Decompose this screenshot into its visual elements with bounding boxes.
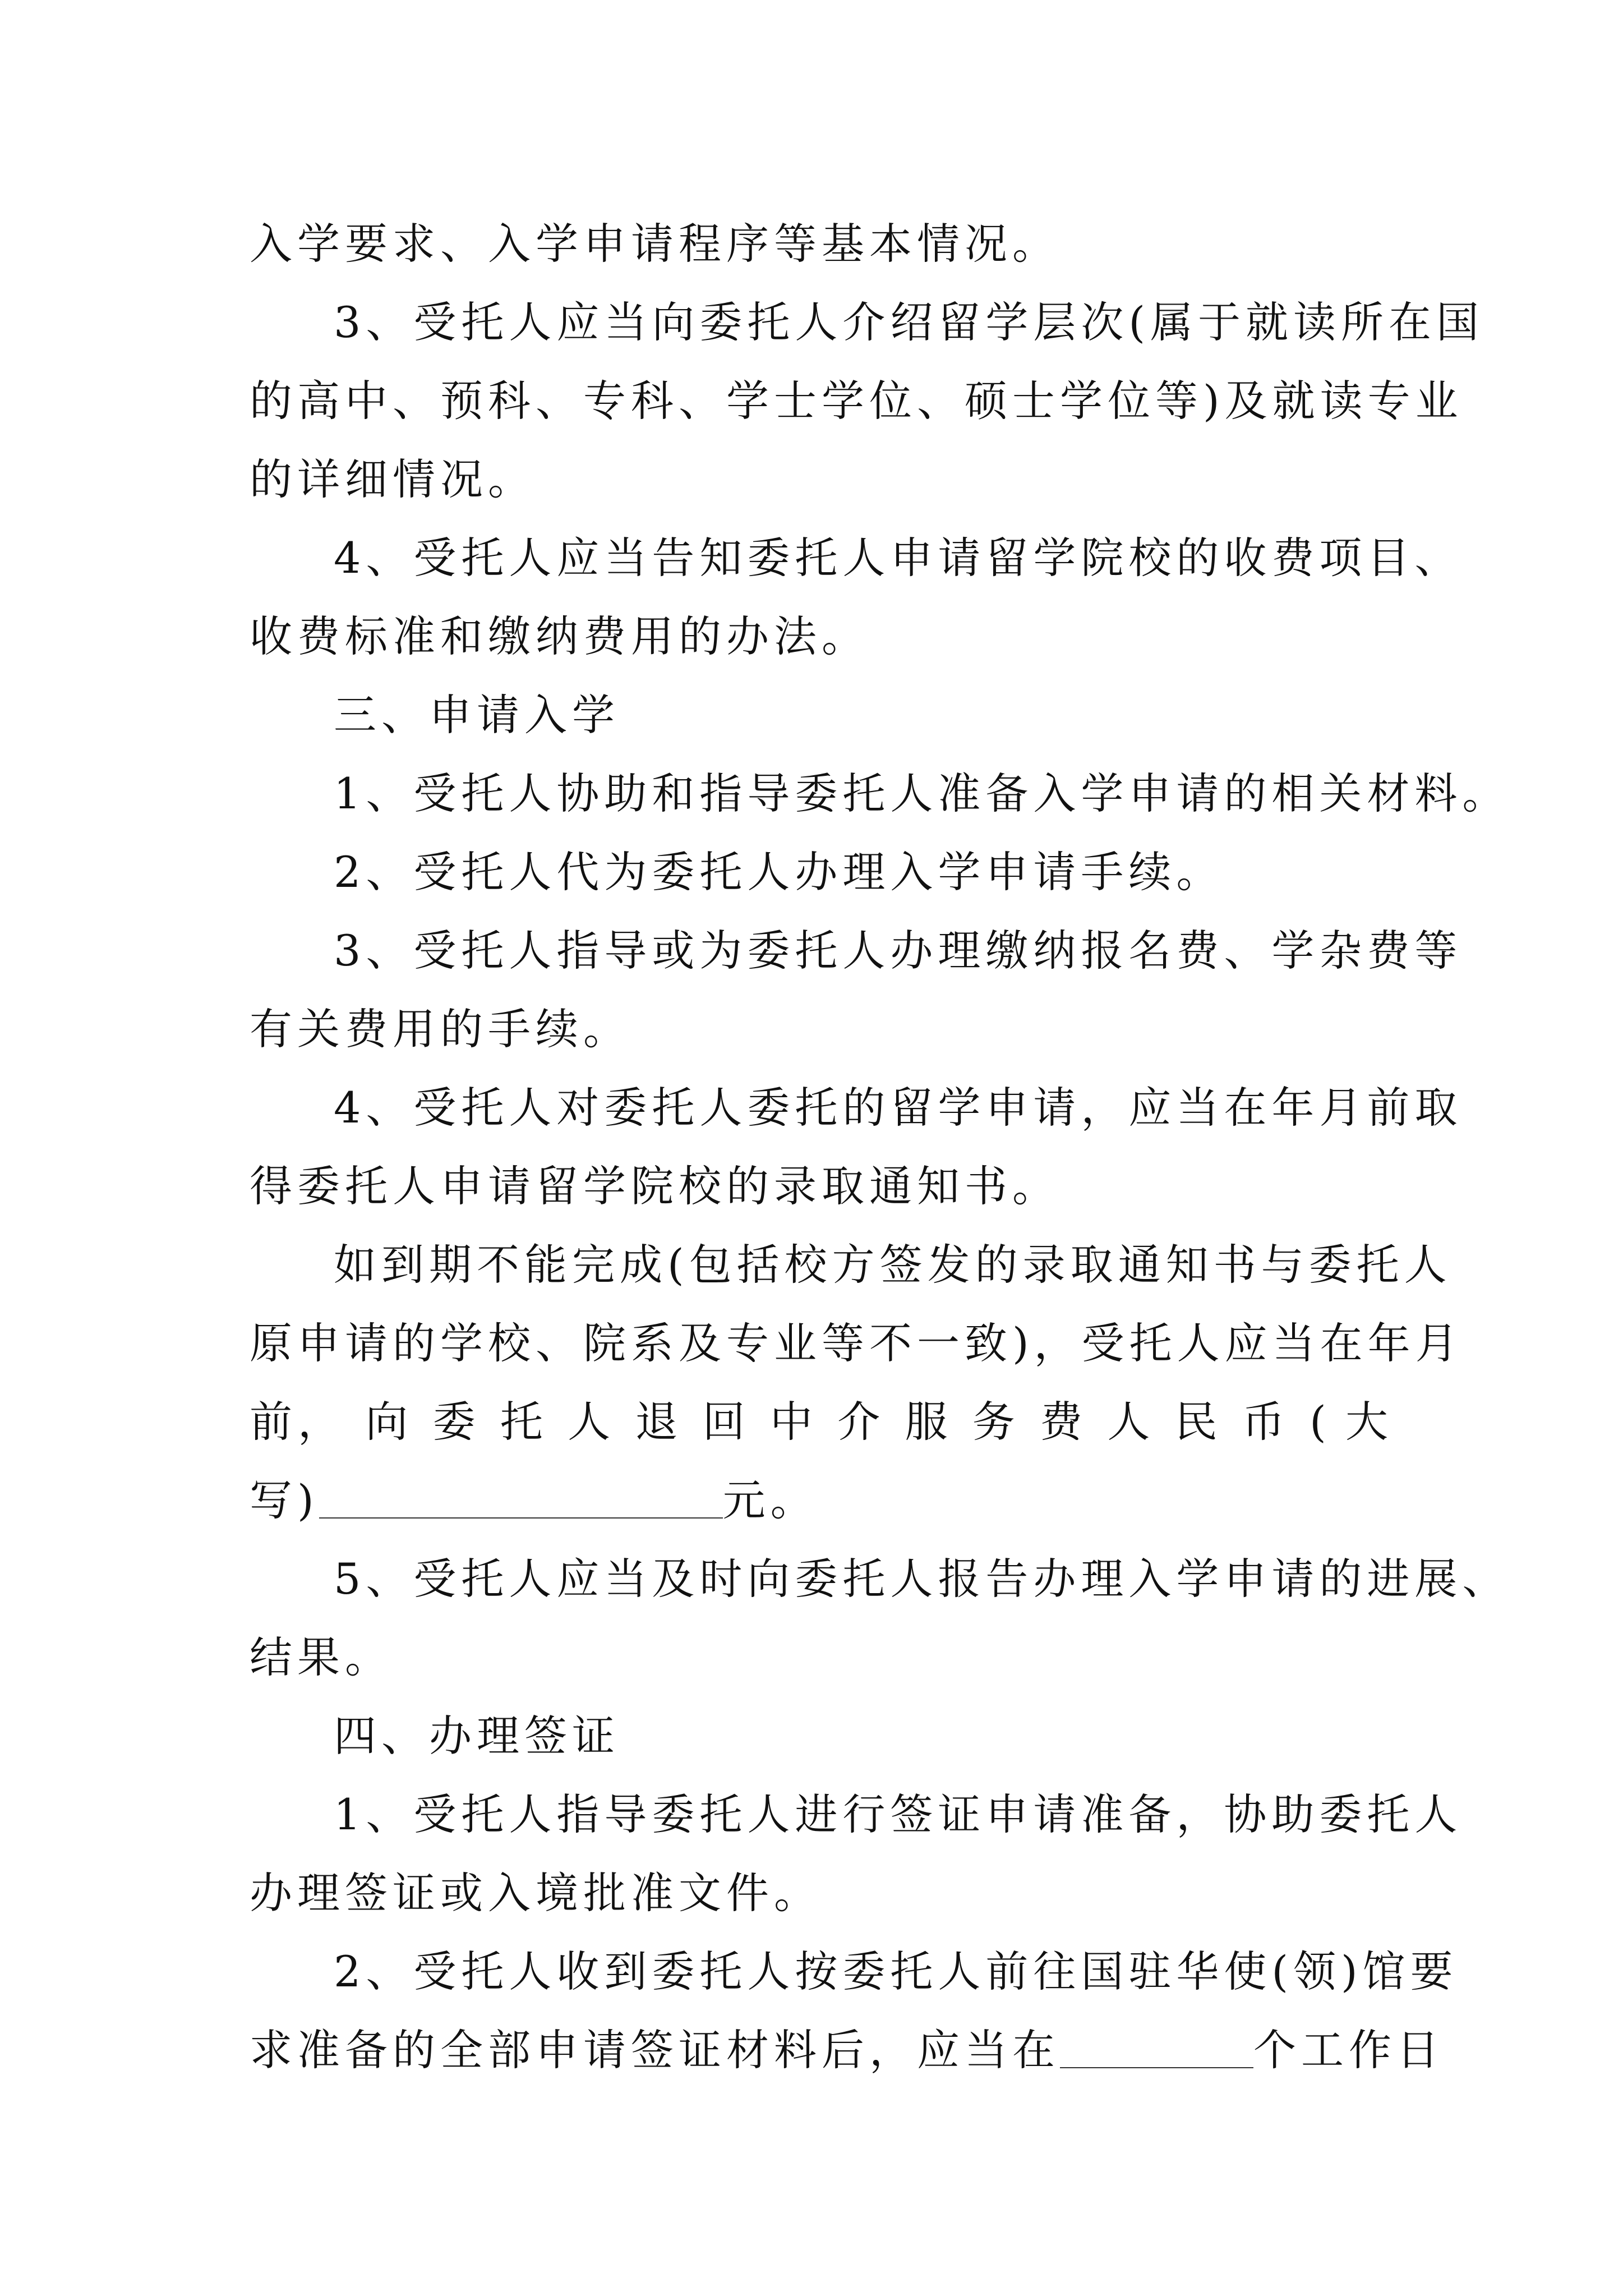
amount-prefix: 写) bbox=[250, 1475, 319, 1525]
apply-clause-3: 3、受托人指导或为委托人办理缴纳报名费、学杂费等 bbox=[334, 926, 1463, 976]
section-heading-visa: 四、办理签证 bbox=[334, 1711, 620, 1761]
text-line: 办理签证或入境批准文件。 bbox=[250, 1868, 822, 1918]
workdays-blank[interactable] bbox=[1060, 2023, 1253, 2068]
text-line-spread: 前， 向 委 托 人 退 回 中 介 服 务 费 人 民 币 ( 大 bbox=[250, 1397, 1388, 1447]
visa-clause-1: 1、受托人指导委托人进行签证申请准备，协助委托人 bbox=[334, 1789, 1463, 1839]
workdays-line bbox=[250, 2011, 1444, 2090]
apply-clause-5: 5、受托人应当及时向委托人报告办理入学申请的进展、 bbox=[334, 1554, 1510, 1604]
apply-clause-4: 4、受托人对委托人委托的留学申请，应当在年月前取 bbox=[334, 1083, 1463, 1133]
refund-paragraph: 如到期不能完成(包括校方签发的录取通知书与委托人 bbox=[334, 1240, 1452, 1290]
text-line: 的详细情况。 bbox=[250, 454, 536, 504]
apply-clause-2: 2、受托人代为委托人办理入学申请手续。 bbox=[334, 847, 1224, 897]
clause-3: 3、受托人应当向委托人介绍留学层次(属于就读所在国 bbox=[334, 297, 1484, 347]
text-line: 的高中、预科、专科、学士学位、硕士学位等)及就读专业 bbox=[250, 376, 1463, 426]
text-line: 原申请的学校、院系及专业等不一致)，受托人应当在年月 bbox=[250, 1318, 1463, 1368]
amount-line bbox=[250, 1461, 1388, 1540]
text-line: 得委托人申请留学院校的录取通知书。 bbox=[250, 1161, 1060, 1211]
document-body bbox=[250, 205, 1510, 2090]
workdays-prefix: 求准备的全部申请签证材料后，应当在 bbox=[250, 2025, 1060, 2075]
clause-4: 4、受托人应当告知委托人申请留学院校的收费项目、 bbox=[334, 533, 1463, 583]
text-line: 有关费用的手续。 bbox=[250, 1004, 631, 1054]
text-line: 入学要求、入学申请程序等基本情况。 bbox=[250, 219, 1060, 269]
amount-suffix: 元。 bbox=[722, 1475, 818, 1525]
apply-clause-1: 1、受托人协助和指导委托人准备入学申请的相关材料。 bbox=[334, 769, 1510, 818]
visa-clause-2: 2、受托人收到委托人按委托人前往国驻华使(领)馆要 bbox=[334, 1947, 1458, 1996]
text-line: 收费标准和缴纳费用的办法。 bbox=[250, 611, 869, 661]
section-heading-apply: 三、申请入学 bbox=[334, 690, 620, 740]
amount-blank[interactable] bbox=[319, 1474, 723, 1519]
text-line: 结果。 bbox=[250, 1632, 393, 1682]
workdays-suffix: 个工作日 bbox=[1253, 2025, 1444, 2075]
